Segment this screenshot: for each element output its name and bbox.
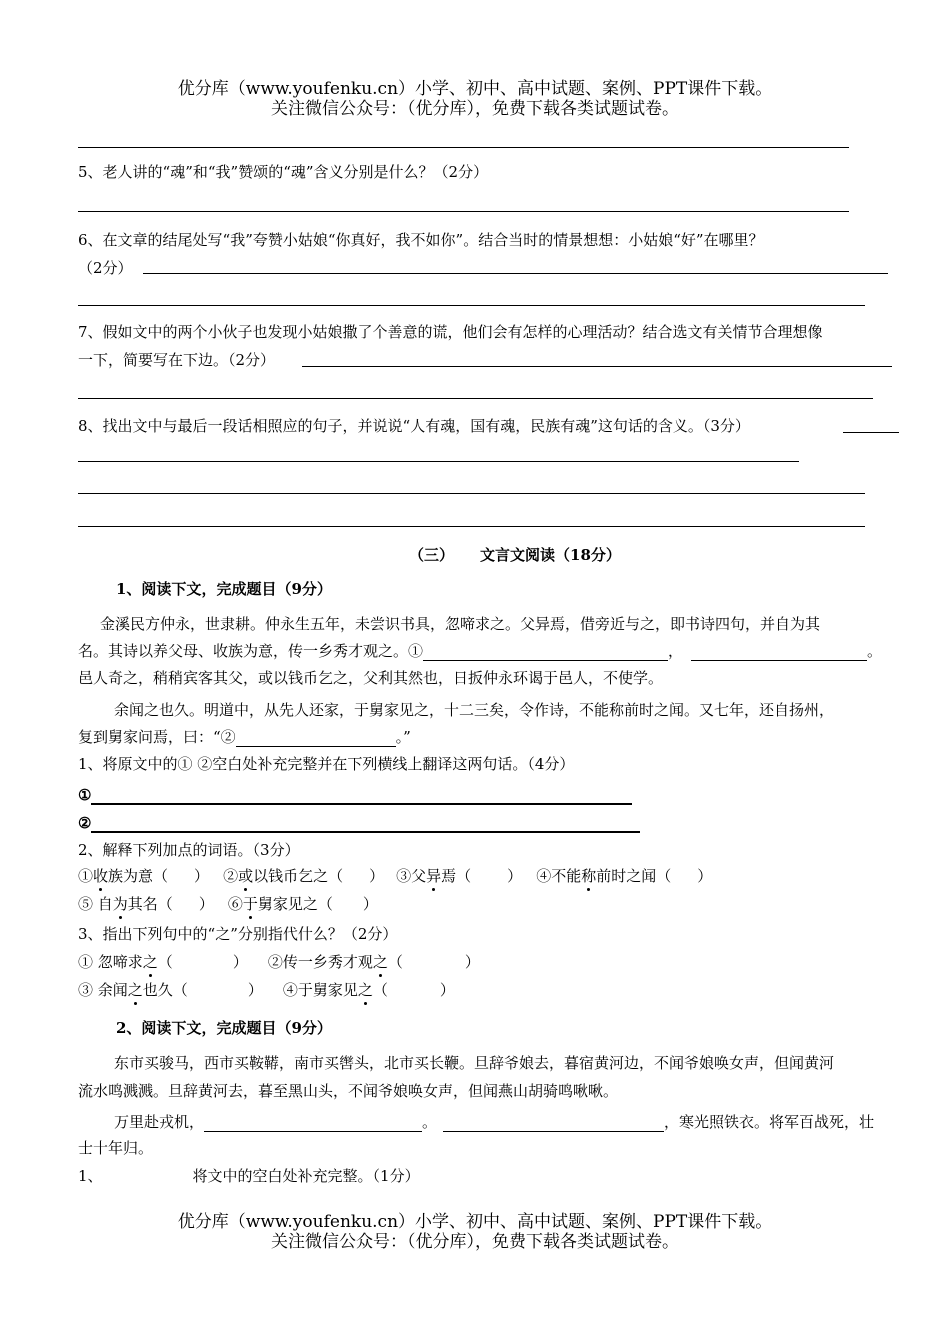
dotted-word: 收 (93, 867, 109, 885)
poem-line-2: 流水鸣溅溅。旦辞黄河去，暮至黑山头，不闻爷娘唤女声，但闻燕山胡骑鸣啾啾。 (78, 1082, 619, 1100)
answer-line (302, 366, 892, 367)
answer-line (143, 273, 888, 274)
answer-line (78, 147, 849, 148)
question-7-line-2: 一下，简要写在下边。（2分） (78, 351, 276, 369)
passage-2-line-2: 复到舅家问焉，曰：“② 。” (78, 728, 411, 746)
question-5: 5、老人讲的“魂”和“我”赞颂的“魂”含义分别是什么？（2分） (78, 163, 489, 181)
vocab-row-2: ⑤ 自为其名（ ） ⑥于舅家见之（ ） (78, 895, 378, 913)
section-number: （三） (409, 546, 455, 564)
part-1-title: 1、阅读下文，完成题目（9分） (116, 580, 332, 598)
poem-line-1: 东市买骏马，西市买鞍鞯，南市买辔头，北市买长鞭。旦辞爷娘去，暮宿黄河边，不闻爷娘唤女声，但闻黄河 (114, 1054, 835, 1072)
dotted-word: 称 (581, 867, 597, 885)
zhi-row-1: ① 忽啼求之（ ） ②传一乡秀才观之（ ） (78, 953, 480, 971)
question-c1: 1、将原文中的① ②空白处补充完整并在下列横线上翻译这两句话。（4分） (78, 755, 575, 773)
circle-1-label: ① (78, 786, 92, 804)
part-2-title: 2、阅读下文，完成题目（9分） (116, 1019, 332, 1037)
header-line-1: 优分库（www.youfenku.cn）小学、初中、高中试题、案例、PPT课件下载。 (177, 79, 773, 99)
dotted-word: 之 (127, 981, 143, 999)
translation-line-2 (78, 813, 640, 833)
dotted-word: 或 (238, 867, 254, 885)
dotted-word: 为 (112, 895, 128, 913)
dotted-word: 之 (142, 953, 158, 971)
question-6-line-1: 6、在文章的结尾处写“我”夸赞小姑娘“你真好，我不如你”。结合当时的情景想想：小姑娘“好”在哪里？ (78, 231, 764, 249)
poem-blank-2[interactable] (443, 1115, 664, 1132)
passage-2-line-1: 余闻之也久。明道中，从先人还家，于舅家见之，十二三矣，令作诗，不能称前时之闻。又七年，还自扬州， (114, 701, 835, 719)
question-6-line-2: （2分） (78, 259, 133, 277)
zhi-row-2: ③ 余闻之也久（ ） ④于舅家见之（ ） (78, 981, 455, 999)
question-c3: 3、指出下列句中的“之”分别指代什么？（2分） (78, 925, 398, 943)
fill-blank-1b[interactable] (691, 644, 867, 661)
header-line-2: 关注微信公众号：（优分库），免费下载各类试题试卷。 (271, 99, 679, 119)
passage-1-line-2: 名。其诗以养父母、收族为意，传一乡秀才观之。① ， 。 (78, 642, 883, 660)
footer-line-2: 关注微信公众号：（优分库），免费下载各类试题试卷。 (271, 1232, 679, 1252)
answer-line (78, 211, 849, 212)
dotted-word: 异 (426, 867, 442, 885)
fill-blank-2[interactable] (236, 730, 396, 747)
poem-blank-1[interactable] (204, 1115, 422, 1132)
dotted-word: 之 (372, 953, 388, 971)
answer-line (843, 432, 899, 433)
answer-line (78, 461, 799, 462)
passage-1-line-3: 邑人奇之，稍稍宾客其父，或以钱币乞之，父利其然也，日扳仲永环谒于邑人，不使学。 (78, 669, 664, 687)
question-c2: 2、解释下列加点的词语。（3分） (78, 841, 300, 859)
circle-2-label: ② (78, 814, 92, 832)
question-7-line-1: 7、假如文中的两个小伙子也发现小姑娘撒了个善意的谎，他们会有怎样的心理活动？结合选文有关情节合理想像 (78, 323, 823, 341)
answer-line (78, 493, 865, 494)
translation-input-1[interactable] (91, 787, 632, 805)
poem-line-4: 士十年归。 (78, 1139, 154, 1157)
question-8: 8、找出文中与最后一段话相照应的句子，并说说“人有魂，国有魂，民族有魂”这句话的含义。（3分） (78, 417, 750, 435)
vocab-row-1: ①收族为意（ ） ②或以钱币乞之（ ） ③父异焉（ ） ④不能称前时之闻（ ） (78, 867, 713, 885)
dotted-word: 于 (242, 895, 258, 913)
answer-line (78, 526, 865, 527)
poem-line-3: 万里赴戎机， 。 ，寒光照铁衣。将军百战死，壮 (114, 1113, 875, 1131)
footer-line-1: 优分库（www.youfenku.cn）小学、初中、高中试题、案例、PPT课件下载。 (177, 1212, 773, 1232)
answer-line (78, 305, 865, 306)
dotted-word: 之 (357, 981, 373, 999)
section-title (409, 545, 621, 565)
passage-1-line-1: 金溪民方仲永，世隶耕。仲永生五年，未尝识书具，忽啼求之。父异焉，借旁近与之，即书诗四句，并自为其 (100, 615, 821, 633)
section-heading: 文言文阅读（18分） (480, 546, 621, 564)
translation-input-2[interactable] (91, 815, 640, 833)
translation-line-1 (78, 785, 632, 805)
fill-blank-1a[interactable] (423, 644, 668, 661)
answer-line (78, 398, 873, 399)
question-final: 1、 将文中的空白处补充完整。（1分） (78, 1167, 420, 1185)
